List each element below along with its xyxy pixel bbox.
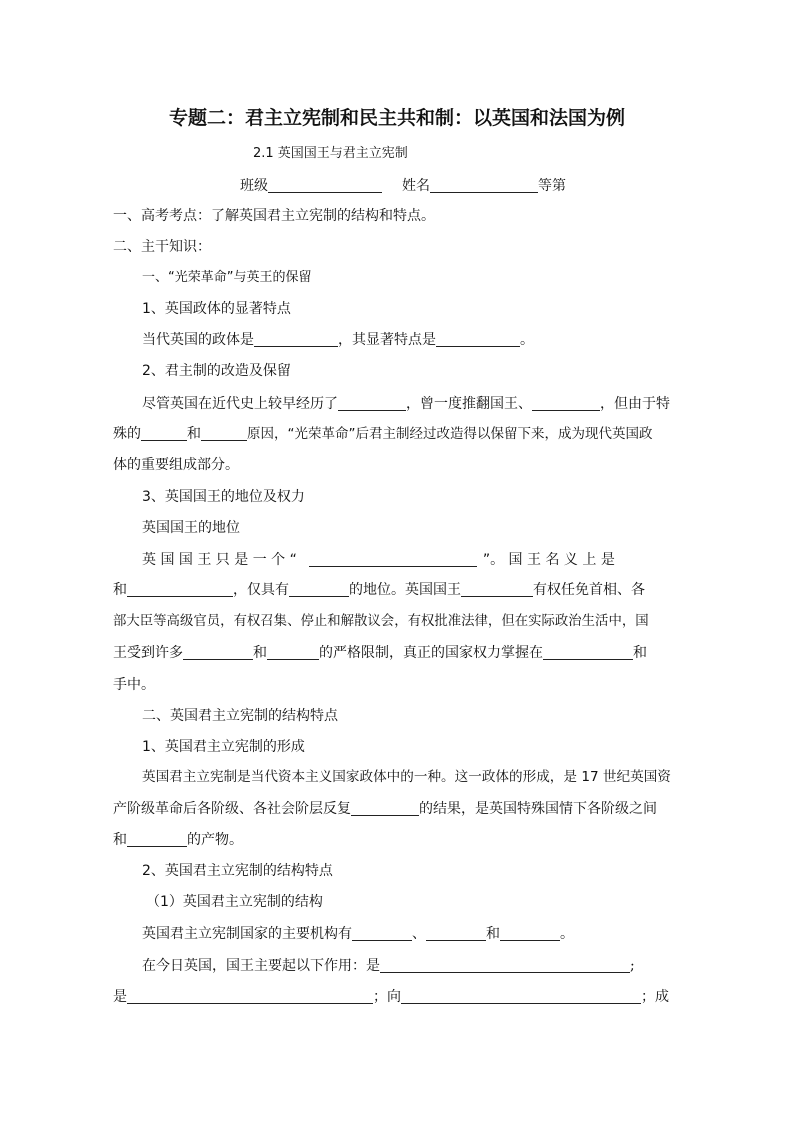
fill-blank[interactable]	[267, 644, 319, 660]
fill-blank[interactable]	[461, 581, 533, 597]
sub-heading: 2、英国君主立宪制的结构特点	[142, 863, 333, 879]
name-label: 姓名	[402, 178, 430, 194]
fill-blank[interactable]	[254, 331, 338, 347]
fill-blank[interactable]	[351, 800, 419, 816]
student-info-line	[240, 176, 566, 196]
text-line: 英 国 国 王 只 是 一 个 “ ”。 国 王 名 义 上 是	[142, 552, 615, 568]
text-line: 体的重要组成部分。	[113, 457, 239, 473]
fill-blank[interactable]	[127, 581, 233, 597]
fill-blank[interactable]	[436, 331, 520, 347]
fill-blank[interactable]	[380, 957, 630, 973]
sub3a-heading: 英国国王的地位	[142, 520, 240, 536]
fill-blank[interactable]	[127, 988, 373, 1004]
text-line: 手中。	[113, 677, 155, 693]
rank-label: 等第	[538, 178, 566, 194]
fill-blank[interactable]	[201, 425, 247, 441]
sub3-heading: 3、英国国王的地位及权力	[142, 489, 305, 505]
fill-blank[interactable]	[352, 925, 412, 941]
text-line: 英国君主立宪制是当代资本主义国家政体中的一种。这一政体的形成，是 17 世纪英国资	[142, 769, 671, 785]
text-line: 当代英国的政体是 ，其显著特点是 。	[142, 332, 534, 348]
main-knowledge-heading: 二、主干知识：	[113, 239, 211, 255]
sub-heading: （1）英国君主立宪制的结构	[146, 894, 323, 910]
fill-blank[interactable]	[426, 925, 486, 941]
sub2-heading: 2、君主制的改造及保留	[142, 363, 291, 379]
fill-blank[interactable]	[141, 425, 187, 441]
fill-blank[interactable]	[532, 395, 600, 411]
fill-blank[interactable]	[289, 581, 349, 597]
text-line: 殊的 和 原因，“光荣革命”后君主制经过改造得以保留下来，成为现代英国政	[113, 426, 653, 442]
sub-heading: 1、英国君主立宪制的形成	[142, 739, 305, 755]
text-line: 部大臣等高级官员，有权召集、停止和解散议会，有权批准法律，但在实际政治生活中，国	[113, 614, 649, 629]
fill-blank[interactable]	[309, 551, 477, 567]
text-line: 王受到许多 和 的严格限制，真正的国家权力掌握在 和	[113, 645, 647, 661]
text-line: 在今日英国，国王主要起以下作用：是 ;	[142, 958, 635, 974]
name-blank[interactable]	[430, 177, 538, 193]
fill-blank[interactable]	[543, 644, 633, 660]
class-blank[interactable]	[268, 177, 382, 193]
fill-blank[interactable]	[183, 644, 253, 660]
fill-blank[interactable]	[127, 831, 187, 847]
text-line: 和 的产物。	[113, 832, 243, 848]
text-line: 和 ，仅具有 的地位。英国国王 有权任免首相、各	[113, 582, 645, 598]
page-title: 专题二：君主立宪制和民主共和制：以英国和法国为例	[168, 107, 625, 129]
part1-heading: 一、“光荣革命”与英王的保留	[142, 270, 312, 285]
sub1-heading: 1、英国政体的显著特点	[142, 301, 291, 317]
part2-heading: 二、英国君主立宪制的结构特点	[142, 708, 338, 724]
text-line: 是 ；向 ；成	[113, 989, 669, 1005]
fill-blank[interactable]	[401, 988, 641, 1004]
text-line: 产阶级革命后各阶级、各社会阶层反复 的结果，是英国特殊国情下各阶级之间	[113, 801, 657, 817]
section-subtitle: 2.1 英国国王与君主立宪制	[253, 146, 408, 161]
exam-point: 一、高考考点：了解英国君主立宪制的结构和特点。	[113, 208, 435, 224]
fill-blank[interactable]	[338, 395, 406, 411]
fill-blank[interactable]	[500, 925, 560, 941]
class-label: 班级	[240, 178, 268, 194]
text-line: 英国君主立宪制国家的主要机构有 、 和 。	[142, 926, 574, 942]
text-line: 尽管英国在近代史上较早经历了 ，曾一度推翻国王、 ，但由于特	[142, 396, 670, 412]
